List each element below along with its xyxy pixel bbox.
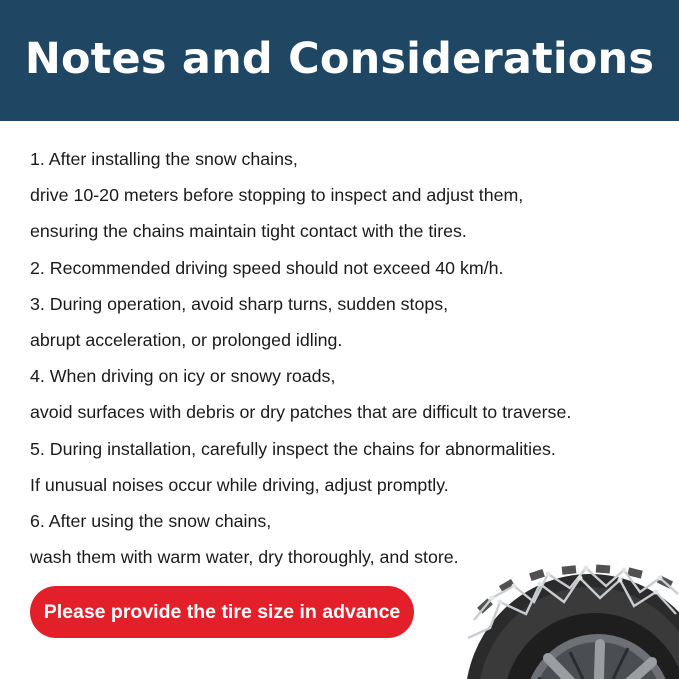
note-line: 1. After installing the snow chains, xyxy=(30,149,298,169)
page-title: Notes and Considerations xyxy=(24,33,655,84)
notes-list xyxy=(30,141,670,575)
note-line: avoid surfaces with debris or dry patches that are difficult to traverse. xyxy=(30,402,572,423)
note-line: 6. After using the snow chains, xyxy=(30,510,272,531)
note-line: wash them with warm water, dry thoroughly, and store. xyxy=(30,547,459,568)
note-line: ensuring the chains maintain tight contact with the tires. xyxy=(30,221,467,242)
tire-with-snow-chain-icon xyxy=(430,562,679,679)
note-line: 2. Recommended driving speed should not exceed 40 km/h. xyxy=(30,257,504,278)
note-line: abrupt acceleration, or prolonged idling. xyxy=(30,329,343,350)
tire-size-banner xyxy=(30,586,414,638)
header-bar xyxy=(0,0,679,121)
note-line: 3. During operation, avoid sharp turns, sudden stops, xyxy=(30,293,449,314)
note-line: drive 10-20 meters before stopping to inspect and adjust them, xyxy=(30,185,524,206)
note-line: 5. During installation, carefully inspect the chains for abnormalities. xyxy=(30,438,556,459)
banner-text: Please provide the tire size in advance xyxy=(43,600,401,623)
note-line: If unusual noises occur while driving, adjust promptly. xyxy=(30,474,449,495)
note-line: 4. When driving on icy or snowy roads, xyxy=(30,366,336,387)
